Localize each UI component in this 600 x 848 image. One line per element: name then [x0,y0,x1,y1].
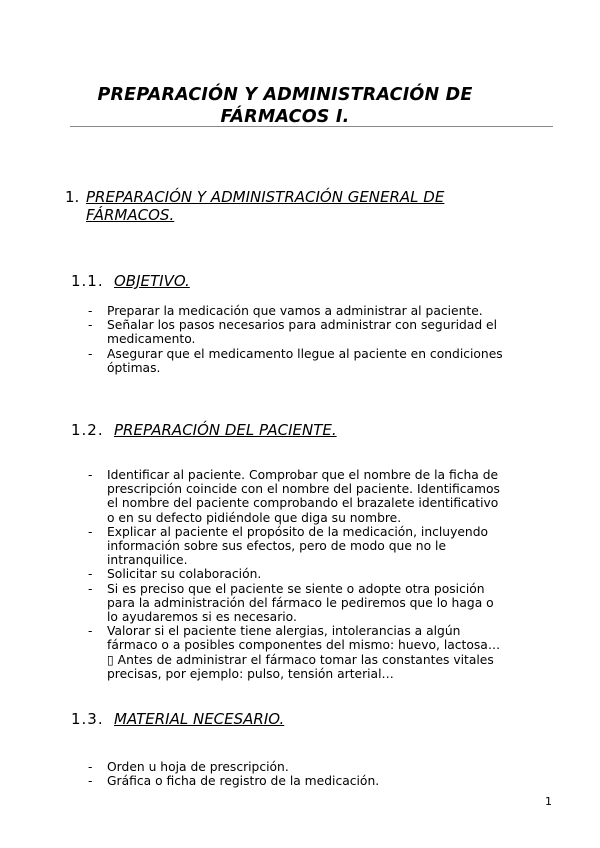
list-item: - Preparar la medicación que vamos a administrar al paciente. [88,304,483,318]
section-1-number: 1. [65,188,80,206]
list-item: - Explicar al paciente el propósito de la medicación, incluyendo información sobre sus efectos, pero de modo que no le intranquilice. [88,524,489,568]
list-item: - Identificar al paciente. Comprobar que el nombre de la ficha de prescripción coincide con el nombre del paciente. Identificamos el nombre del paciente comprobando el brazalete identificativo o en su defecto pidiéndole que diga su nombre. [88,468,500,525]
list-item-text: Orden u hoja de prescripción. [107,760,289,774]
list-item-text: Señalar los pasos necesarios para administrar con seguridad el medicamento. [107,318,498,347]
document-title: PREPARACIÓN Y ADMINISTRACIÓN DE FÁRMACOS I. [97,85,473,127]
material-list [88,760,508,788]
title-divider [70,126,553,127]
objetivo-title: OBJETIVO. [114,272,190,290]
list-item: - Si es preciso que el paciente se siente o adopte otra posición para la administración del fármaco le pediremos que lo haga o lo ayudaremos si es necesario. [88,581,494,625]
material-title: MATERIAL NECESARIO. [114,710,285,728]
list-item-text: Identificar al paciente. Comprobar que el nombre de la ficha de prescripción coincide con el nombre del paciente. Identificamos el nombre del paciente comprobando el brazalete identificativo o en su defecto pidiéndole que diga su nombre. [107,468,500,525]
list-item-text: Solicitar su colaboración. [107,567,262,582]
paciente-list [88,468,508,681]
material-number: 1.3. [71,710,104,728]
list-item: - Gráfica o ficha de registro de la medicación. [88,774,380,789]
paciente-number: 1.2. [71,421,104,439]
list-item-text: Asegurar que el medicamento llegue al paciente en condiciones óptimas. [107,346,503,375]
objetivo-heading [71,272,190,290]
objetivo-number: 1.1. [71,272,104,290]
objetivo-list [88,304,508,375]
list-item-text: Valorar si el paciente tiene alergias, intolerancias a algún fármaco o a posibles componentes del mismo: huevo, lactosa… ▯ Antes de administrar el fármaco tomar las constantes vitales precisas, por ejemplo: pulso, tensión arterial… [107,624,501,681]
material-heading [71,710,284,728]
section-1-title: PREPARACIÓN Y ADMINISTRACIÓN GENERAL DE FÁRMACOS. [86,188,445,224]
paciente-heading [71,421,337,439]
list-item-text: Gráfica o ficha de registro de la medicación. [107,774,380,789]
page-number: 1 [545,795,552,808]
list-item-text: Explicar al paciente el propósito de la medicación, incluyendo información sobre sus efectos, pero de modo que no le intranquilice. [107,524,489,568]
list-item: - Asegurar que el medicamento llegue al paciente en condiciones óptimas. [88,346,503,375]
list-item-text: Preparar la medicación que vamos a administrar al paciente. [107,304,483,318]
list-item-text: Si es preciso que el paciente se siente o adopte otra posición para la administración del fármaco le pediremos que lo haga o lo ayudaremos si es necesario. [107,581,494,625]
list-item: - Solicitar su colaboración. [88,567,262,582]
list-item: - Valorar si el paciente tiene alergias, intolerancias a algún fármaco o a posibles componentes del mismo: huevo, lactosa… ▯ Antes de administrar el fármaco tomar las constantes vitales precisas, por ejemplo: pulso, tensión arterial… [88,624,501,681]
paciente-title: PREPARACIÓN DEL PACIENTE. [114,421,337,439]
list-item: - Señalar los pasos necesarios para administrar con seguridad el medicamento. [88,318,498,347]
list-item: - Orden u hoja de prescripción. [88,760,289,774]
